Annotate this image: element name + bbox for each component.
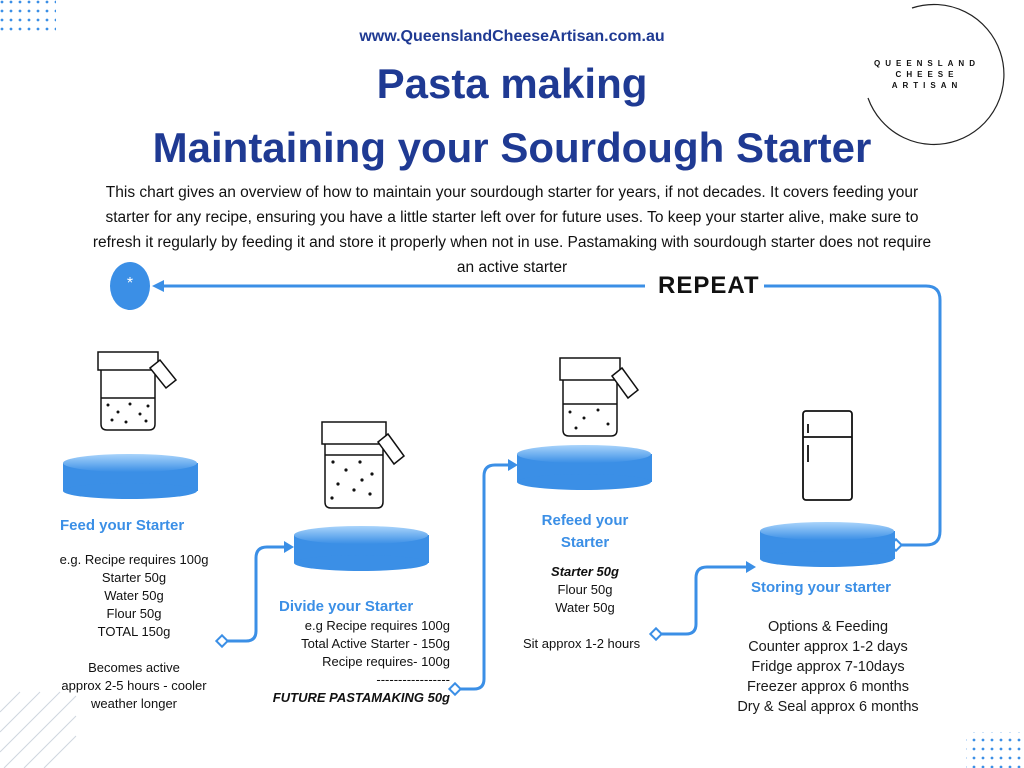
- fridge-icon: [803, 411, 852, 500]
- refeed-line: Flour 50g: [557, 582, 613, 597]
- store-line: Freezer approx 6 months: [747, 679, 909, 695]
- intro-text: This chart gives an overview of how to maintain your sourdough starter for years, if not decades. It covers feeding your starter for any recipe, ensuring you have a little starter left over for future uses. To keep your starter alive, make sure to refresh it regularly by feeding it and store it properly when not in use. Pastamaking with sourdough starter does not require an active starter: [92, 184, 932, 276]
- store-line: Fridge approx 7-10days: [751, 659, 905, 675]
- platform-divide: [294, 526, 429, 571]
- divide-heading: Divide your Starter: [279, 598, 414, 615]
- store-line: Counter approx 1-2 days: [748, 639, 908, 655]
- divide-details: [240, 617, 450, 707]
- repeat-arrowhead: [152, 280, 164, 292]
- divide-line: -----------------: [376, 672, 450, 687]
- divide-line: e.g Recipe requires 100g: [304, 618, 450, 633]
- platform-feed: [63, 454, 198, 499]
- feed-line: e.g. Recipe requires 100g: [59, 552, 209, 567]
- feed-note-line: approx 2-5 hours - cooler: [61, 678, 207, 693]
- jar-refeed-icon: [560, 358, 638, 436]
- divide-line: Recipe requires- 100g: [322, 654, 450, 669]
- jar-feed-icon: [98, 352, 176, 430]
- feed-line: Starter 50g: [101, 570, 167, 585]
- divide-line: Total Active Starter - 150g: [301, 636, 450, 651]
- logo-line3: ARTISAN: [891, 81, 963, 90]
- feed-note-line: Becomes active: [88, 660, 180, 675]
- repeat-label: REPEAT: [654, 272, 764, 300]
- feed-line: Flour 50g: [106, 606, 162, 621]
- refeed-line: Water 50g: [555, 600, 615, 615]
- divide-future: FUTURE PASTAMAKING 50g: [272, 690, 450, 705]
- title-line1: Pasta making: [376, 60, 648, 107]
- dots-bottom-right: [966, 732, 1024, 768]
- store-details: [718, 617, 938, 717]
- title-line2: Maintaining your Sourdough Starter: [152, 124, 872, 171]
- jar-divide-icon: [322, 422, 404, 508]
- feed-details: [34, 551, 234, 641]
- platform-refeed: [517, 445, 652, 490]
- refeed-note: Sit approx 1-2 hours: [523, 636, 641, 651]
- store-line: Options & Feeding: [767, 619, 889, 635]
- platform-store: [760, 522, 895, 567]
- logo-line1: QUEENSLAND: [873, 59, 980, 68]
- feed-note: [34, 659, 234, 713]
- website-url[interactable]: www.QueenslandCheeseArtisan.com.au: [359, 28, 665, 45]
- feed-line: TOTAL 150g: [97, 624, 171, 639]
- refeed-heading-line2: Starter: [560, 534, 610, 551]
- refeed-details: [520, 563, 650, 617]
- brand-logo: [852, 58, 1002, 91]
- feed-line: Water 50g: [104, 588, 164, 603]
- refeed-bold-line: Starter 50g: [551, 564, 619, 579]
- store-line: Dry & Seal approx 6 months: [737, 699, 919, 715]
- feed-heading: Feed your Starter: [60, 517, 185, 534]
- refeed-heading: [520, 510, 650, 554]
- store-heading: Storing your starter: [751, 579, 892, 596]
- cycle-start-marker: *: [110, 262, 150, 310]
- feed-note-line: weather longer: [91, 696, 177, 711]
- logo-line2: CHEESE: [895, 70, 959, 79]
- refeed-heading-line1: Refeed your: [541, 512, 629, 529]
- connector-divide-refeed: [455, 465, 510, 689]
